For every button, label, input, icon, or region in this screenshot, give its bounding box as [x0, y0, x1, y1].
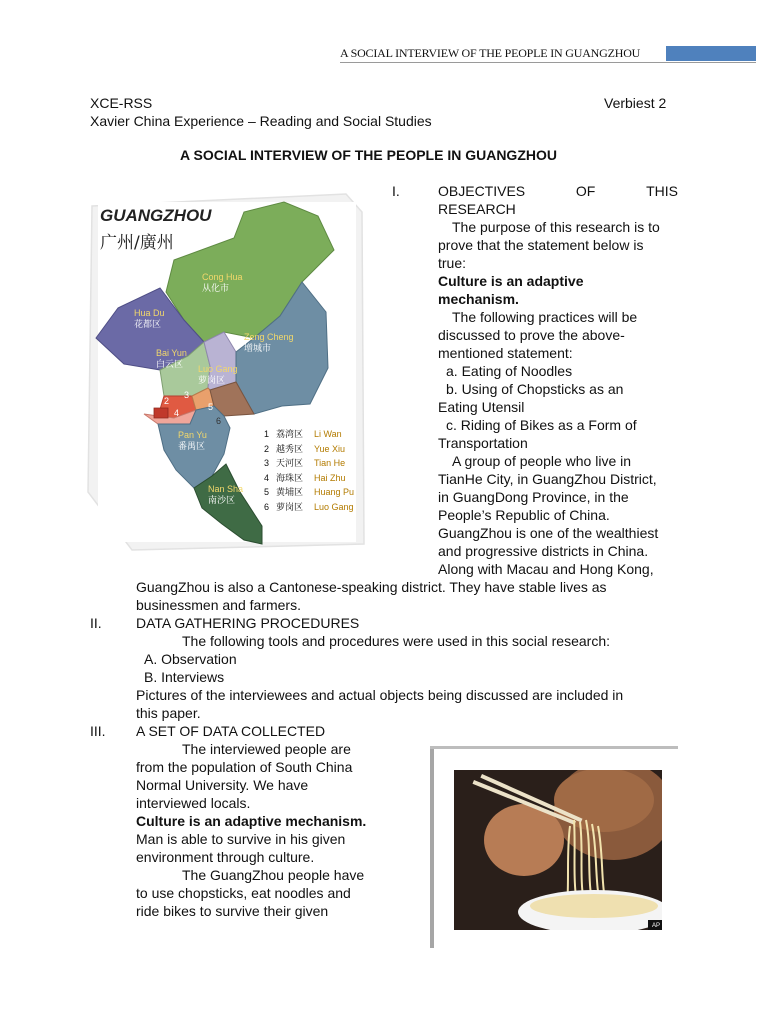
- paragraph-line: true:: [438, 255, 467, 271]
- paragraph-line: Pictures of the interviewees and actual objects being discussed are included in: [136, 687, 624, 703]
- list-item: B. Interviews: [144, 669, 225, 685]
- section-2-numeral: II.: [90, 615, 102, 631]
- document-title: A SOCIAL INTERVIEW OF THE PEOPLE IN GUANGZHOU: [180, 147, 557, 163]
- map-title-en: GUANGZHOU: [100, 206, 212, 225]
- district-number-marker: 3: [184, 390, 190, 400]
- section-3-numeral: III.: [90, 723, 106, 739]
- legend-row: 2 越秀区 Yue Xiu: [264, 443, 346, 455]
- legend-row: 5 黄埔区 Huang Pu: [264, 487, 355, 498]
- thesis-statement: Culture is an adaptive mechanism.: [136, 813, 367, 829]
- district-number-marker: 5: [208, 402, 214, 412]
- paragraph-line: to use chopsticks, eat noodles and: [136, 885, 351, 901]
- paragraph-line: TianHe City, in GuangZhou District,: [438, 471, 657, 487]
- section-1-heading-cont: RESEARCH: [438, 201, 516, 217]
- paragraph-line: in GuangDong Province, in the: [438, 489, 629, 505]
- section-1-numeral: I.: [392, 183, 400, 199]
- guangzhou-map-figure: [84, 192, 370, 552]
- list-item: A. Observation: [144, 651, 237, 667]
- legend-row: 1 荔湾区 Li Wan: [264, 429, 342, 440]
- paragraph-line: mentioned statement:: [438, 345, 573, 361]
- paragraph-line: The following tools and procedures were used in this social research:: [182, 633, 611, 649]
- district-number-marker: 2: [164, 396, 170, 406]
- paragraph-line: ride bikes to survive their given: [136, 903, 329, 919]
- district-label-nan-sha: Nan Sha 南沙区: [208, 484, 244, 505]
- map-legend: [264, 428, 354, 515]
- legend-row: 6 萝岗区 Luo Gang: [264, 501, 354, 513]
- noodle-eating-photo: [454, 770, 662, 930]
- header-rule: [340, 62, 756, 63]
- list-item: a. Eating of Noodles: [446, 363, 573, 379]
- section-3-heading: A SET OF DATA COLLECTED: [136, 723, 326, 739]
- photo-credit: AP: [651, 923, 660, 929]
- running-header-title: A SOCIAL INTERVIEW OF THE PEOPLE IN GUANGZHOU: [340, 46, 641, 60]
- district-label-hua-du: Hua Du 花都区: [134, 308, 165, 329]
- paragraph-line: Along with Macau and Hong Kong,: [438, 561, 654, 577]
- section-name: Verbiest 2: [604, 95, 667, 111]
- section-1-heading: OBJECTIVES OF THIS: [438, 183, 678, 199]
- district-number-marker: 4: [174, 408, 180, 418]
- paragraph-line: interviewed locals.: [136, 795, 251, 811]
- header-accent-bar: [666, 46, 756, 61]
- district-label-bai-yun: Bai Yun 白云区: [156, 348, 187, 369]
- paragraph-line: Normal University. We have: [136, 777, 309, 793]
- map-title-cn: 广州/廣州: [100, 233, 174, 253]
- thesis-statement: Culture is an adaptive: [438, 273, 584, 289]
- paragraph-line: The GuangZhou people have: [182, 867, 365, 883]
- paragraph-line: The following practices will be: [452, 309, 638, 325]
- legend-row: 4 海珠区 Hai Zhu: [264, 472, 346, 484]
- district-label-pan-yu: Pan Yu 番禺区: [178, 430, 207, 451]
- paragraph-line: and progressive districts in China.: [438, 543, 649, 559]
- course-name: Xavier China Experience – Reading and Social Studies: [90, 113, 432, 129]
- list-item: b. Using of Chopsticks as an: [446, 381, 624, 397]
- paragraph-line: discussed to prove the above-: [438, 327, 625, 343]
- list-item: Eating Utensil: [438, 399, 525, 415]
- paragraph-line: environment through culture.: [136, 849, 315, 865]
- district-label-zeng-cheng: Zeng Cheng 增城市: [244, 332, 294, 353]
- paragraph-line: GuangZhou is also a Cantonese-speaking district. They have stable lives as: [136, 579, 607, 595]
- course-code: XCE-RSS: [90, 95, 153, 111]
- district-label-luo-gang: Luo Gang 萝岗区: [198, 364, 238, 385]
- paragraph-line: from the population of South China: [136, 759, 353, 775]
- thesis-statement: mechanism.: [438, 291, 519, 307]
- legend-row: 3 天河区 Tian He: [264, 458, 346, 469]
- district-label-cong-hua: Cong Hua 从化市: [202, 272, 243, 293]
- paragraph-line: this paper.: [136, 705, 201, 721]
- list-item: c. Riding of Bikes as a Form of: [446, 417, 637, 433]
- paragraph-line: prove that the statement below is: [438, 237, 644, 253]
- paragraph-line: businessmen and farmers.: [136, 597, 301, 613]
- paragraph-line: GuangZhou is one of the wealthiest: [438, 525, 659, 541]
- list-item: Transportation: [438, 435, 528, 451]
- section-2-heading: DATA GATHERING PROCEDURES: [136, 615, 360, 631]
- district-number-marker: 6: [216, 416, 222, 426]
- paragraph-line: The interviewed people are: [182, 741, 351, 757]
- paragraph-line: People’s Republic of China.: [438, 507, 610, 523]
- paragraph-line: The purpose of this research is to: [452, 219, 660, 235]
- paragraph-line: A group of people who live in: [452, 453, 632, 469]
- paragraph-line: Man is able to survive in his given: [136, 831, 346, 847]
